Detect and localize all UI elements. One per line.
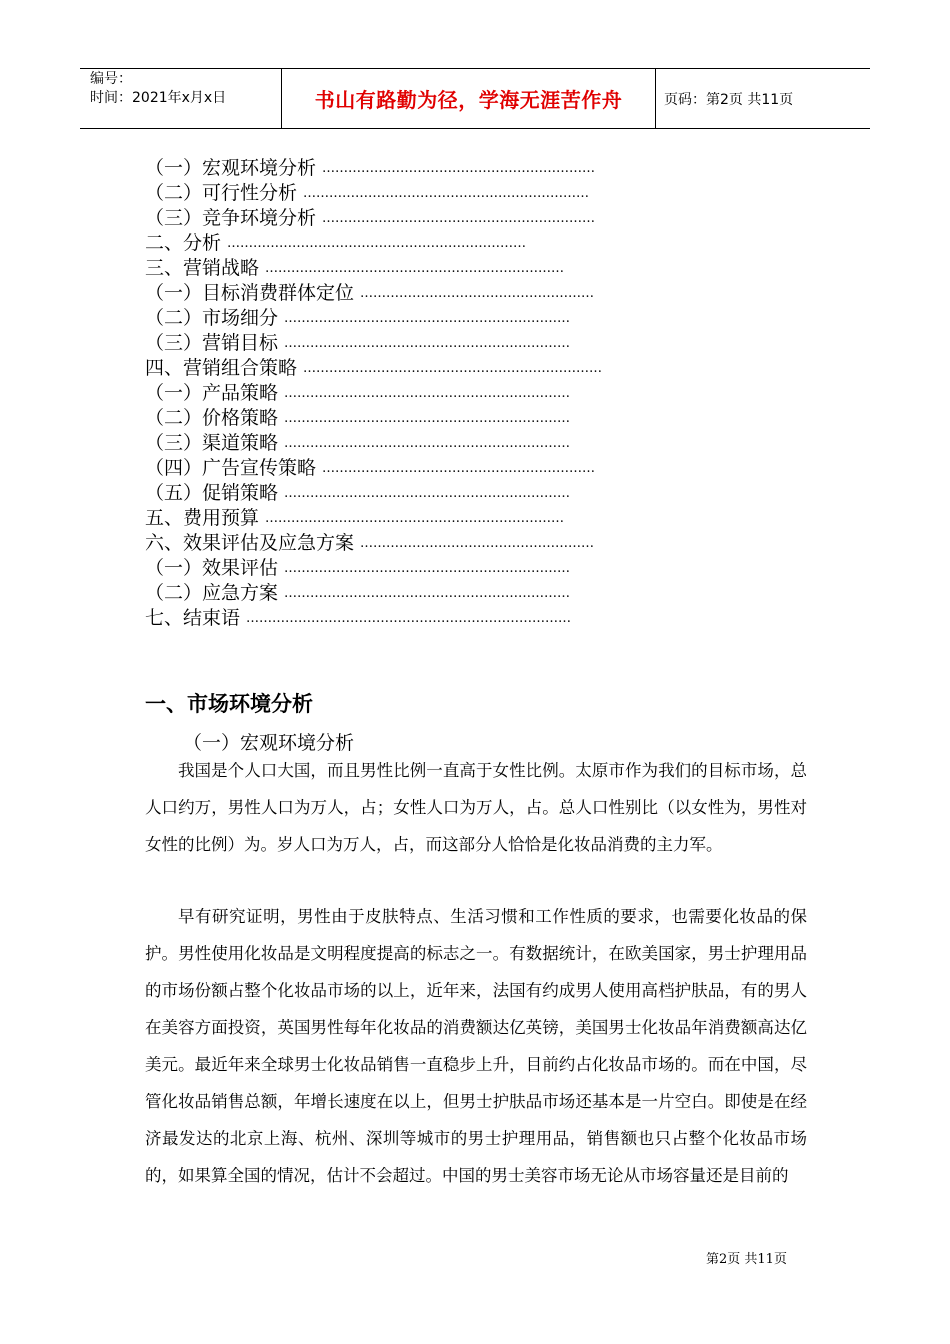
toc-entry	[145, 555, 785, 580]
toc-entry-label: 四、营销组合策略	[145, 357, 298, 379]
toc-entry-label: 五、费用预算	[145, 507, 260, 529]
header-page-number: 页码：第2页 共11页	[664, 91, 794, 108]
subsection-heading: （一）宏观环境分析	[183, 732, 355, 754]
toc-leader-dots: ……………………………………………………………	[265, 511, 565, 526]
toc-entry	[145, 330, 785, 355]
document-number-label: 编号：	[90, 71, 132, 87]
toc-leader-dots: …………………………………………………………	[284, 586, 571, 601]
toc-leader-dots: …………………………………………………………	[284, 486, 571, 501]
toc-leader-dots: …………………………………………………………	[284, 411, 571, 426]
toc-entry	[145, 180, 785, 205]
toc-entry	[145, 230, 785, 255]
toc-entry-label: （二）价格策略	[145, 407, 279, 429]
toc-entry	[145, 605, 785, 630]
toc-entry	[145, 355, 785, 380]
toc-entry	[145, 205, 785, 230]
toc-leader-dots: ………………………………………………………	[322, 161, 596, 176]
toc-entry-label: （一）产品策略	[145, 382, 279, 404]
toc-entry-label: 三、营销战略	[145, 257, 260, 279]
toc-leader-dots: ………………………………………………………	[322, 461, 596, 476]
body-paragraph: 我国是个人口大国，而且男性比例一直高于女性比例。太原市作为我们的目标市场，总人口约万，男性人口为万人，占；女性人口为万人，占。总人口性别比（以女性为，男性对女性的比例）为。岁人口为万人，占，而这部分人恰恰是化妆品消费的主力军。	[145, 761, 807, 854]
toc-entry-label: （二）市场细分	[145, 307, 279, 329]
toc-entry	[145, 155, 785, 180]
toc-leader-dots: ……………………………………………………………	[265, 261, 565, 276]
section-heading: 一、市场环境分析	[145, 692, 313, 716]
toc-entry	[145, 580, 785, 605]
header-motto: 书山有路勤为径，学海无涯苦作舟	[314, 88, 623, 112]
toc-entry-label: （一）目标消费群体定位	[145, 282, 355, 304]
toc-entry	[145, 480, 785, 505]
toc-leader-dots: …………………………………………………………	[284, 561, 571, 576]
table-of-contents	[145, 155, 785, 630]
toc-leader-dots: ……………………………………………………………	[303, 361, 603, 376]
toc-leader-dots: …………………………………………………………	[284, 436, 571, 451]
body-paragraph: 早有研究证明，男性由于皮肤特点、生活习惯和工作性质的要求，也需要化妆品的保护。男性使用化妆品是文明程度提高的标志之一。有数据统计，在欧美国家，男士护理用品的市场份额占整个化妆品市场的以上，近年来，法国有约成男人使用高档护肤品，有的男人在美容方面投资，英国男性每年化妆品的消费额达亿英镑，美国男士化妆品年消费额高达亿美元。最近年来全球男士化妆品销售一直稳步上升，目前约占化妆品市场的。而在中国，尽管化妆品销售总额，年增长速度在以上，但男士护肤品市场还基本是一片空白。即使是在经济最发达的北京上海、杭州、深圳等城市的男士护理用品，销售额也只占整个化妆品市场的，如果算全国的情况，估计不会超过。中国的男士美容市场无论从市场容量还是目前的	[145, 907, 807, 1185]
toc-entry-label: 二、分析	[145, 232, 222, 254]
toc-entry-label: 七、结束语	[145, 607, 241, 629]
toc-entry	[145, 405, 785, 430]
header-right-cell	[656, 68, 870, 129]
toc-entry	[145, 430, 785, 455]
page-header	[80, 68, 870, 129]
toc-entry	[145, 255, 785, 280]
toc-entry	[145, 505, 785, 530]
toc-entry-label: （一）宏观环境分析	[145, 157, 317, 179]
toc-entry-label: （二）应急方案	[145, 582, 279, 604]
page-footer: 第2页 共11页	[706, 1252, 787, 1267]
header-bottom-rule	[80, 128, 870, 129]
header-motto-cell	[282, 68, 656, 129]
toc-entry-label: （三）渠道策略	[145, 432, 279, 454]
toc-entry	[145, 305, 785, 330]
toc-entry-label: 六、效果评估及应急方案	[145, 532, 355, 554]
toc-entry-label: （四）广告宣传策略	[145, 457, 317, 479]
toc-entry	[145, 530, 785, 555]
toc-leader-dots: …………………………………………………………	[284, 336, 571, 351]
toc-entry-label: （三）营销目标	[145, 332, 279, 354]
toc-leader-dots: ………………………………………………	[360, 286, 595, 301]
toc-entry	[145, 280, 785, 305]
toc-entry-label: （二）可行性分析	[145, 182, 298, 204]
toc-entry-label: （三）竞争环境分析	[145, 207, 317, 229]
toc-entry	[145, 380, 785, 405]
toc-leader-dots: …………………………………………………………	[284, 386, 571, 401]
toc-leader-dots: ………………………………………………………	[322, 211, 596, 226]
toc-entry-label: （五）促销策略	[145, 482, 279, 504]
toc-entry-label: （一）效果评估	[145, 557, 279, 579]
document-time-label: 时间：2021年x月x日	[90, 90, 227, 106]
toc-entry	[145, 455, 785, 480]
header-left-cell	[80, 68, 282, 129]
toc-leader-dots: ………………………………………………	[360, 536, 595, 551]
toc-leader-dots: …………………………………………………………………	[246, 611, 572, 626]
toc-leader-dots: …………………………………………………………	[284, 311, 571, 326]
toc-leader-dots: ……………………………………………………………	[227, 236, 527, 251]
toc-leader-dots: …………………………………………………………	[303, 186, 590, 201]
